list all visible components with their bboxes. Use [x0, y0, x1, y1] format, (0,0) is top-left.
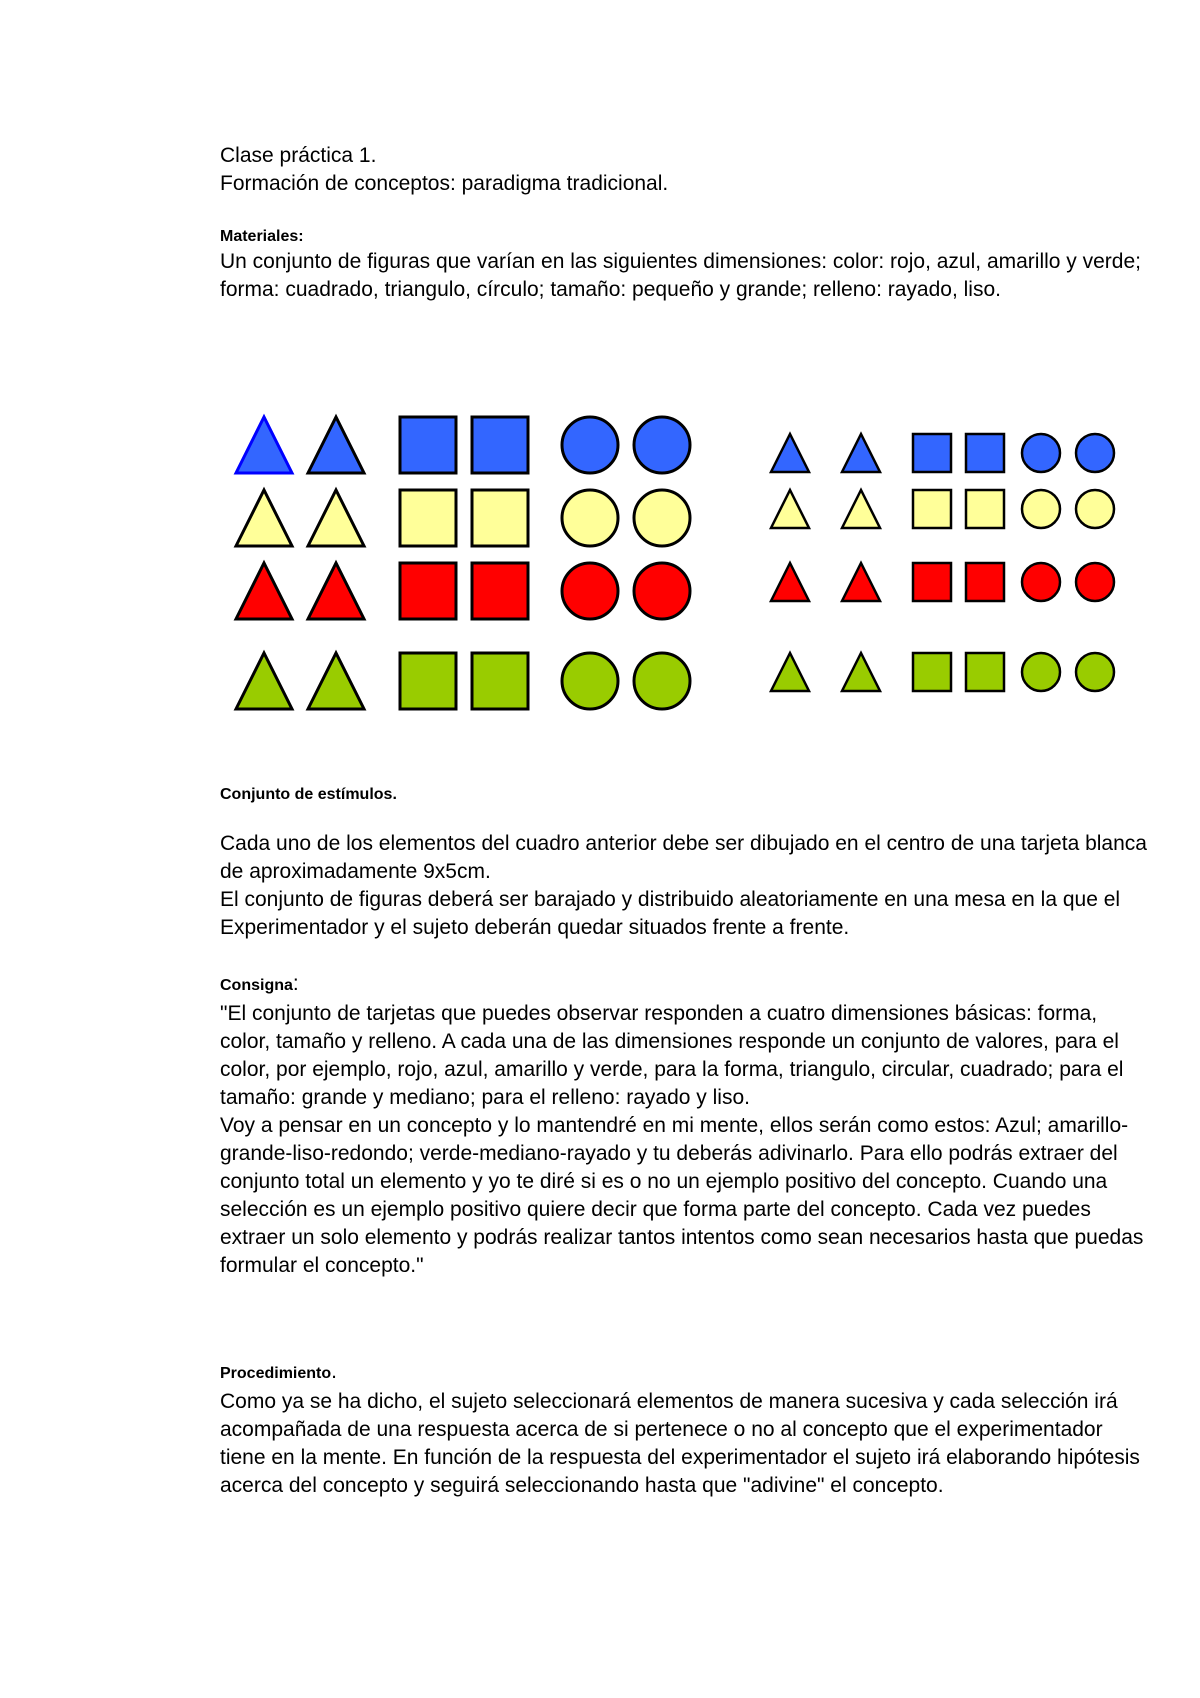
estimulos-paragraph-2: El conjunto de figuras deberá ser barajado y distribuido aleatoriamente en una mesa en la que el Experimentador y el sujeto deberán quedar situados frente a frente. [220, 888, 1121, 939]
large-yellow-circle-1 [562, 490, 618, 546]
materiales-text: Un conjunto de figuras que varían en las siguientes dimensiones: color: rojo, azul, amarillo y verde; forma: cuadrado, triangulo, círculo; tamaño: pequeño y grande; relleno: rayado, liso. [220, 250, 1141, 301]
large-green-circle-2 [634, 653, 690, 709]
small-yellow-triangle-2 [842, 490, 880, 528]
procedimiento-heading: Procedimiento [220, 1365, 332, 1382]
consigna-paragraph-2: Voy a pensar en un concepto y lo mantendré en mi mente, ellos serán como estos: Azul; amarillo-grande-liso-redondo; verde-mediano-rayado y tu deberás adivinarlo. Para ello podrás extraer del conjunto total un elemento y yo te diré si es o no un ejemplo positivo del concepto. Cuando una selección es un ejemplo positivo quiere decir que forma parte del concepto. Cada vez puedes extraer un solo elemento y podrás realizar tantos intentos como sean necesarios hasta que puedas formular el concepto." [220, 1114, 1144, 1277]
large-red-square-2 [472, 563, 528, 619]
small-green-circle-1 [1022, 653, 1060, 691]
large-blue-triangle-1 [236, 417, 292, 473]
estimulos-section [220, 784, 1150, 942]
large-yellow-circle-2 [634, 490, 690, 546]
shapes-figure [0, 0, 1200, 720]
large-blue-circle-2 [634, 417, 690, 473]
document-title: Clase práctica 1. [220, 144, 377, 167]
consigna-heading: Consigna [220, 977, 293, 994]
small-red-circle-2 [1076, 563, 1114, 601]
estimulos-paragraph-1: Cada uno de los elementos del cuadro anterior debe ser dibujado en el centro de una tarjeta blanca de aproximadamente 9x5cm. [220, 832, 1147, 883]
consigna-paragraph-1: "El conjunto de tarjetas que puedes observar responden a cuatro dimensiones básicas: forma, color, tamaño y relleno. A cada una de las dimensiones responde un conjunto de valores, para el color, por ejemplo, rojo, azul, amarillo y verde, para la forma, triangulo, circular, cuadrado; para el tamaño: grande y mediano; para el relleno: rayado y liso. [220, 1002, 1124, 1109]
small-green-triangle-1 [771, 653, 809, 691]
large-green-square-1 [400, 653, 456, 709]
document-subtitle: Formación de conceptos: paradigma tradicional. [220, 172, 669, 195]
small-green-square-2 [966, 653, 1004, 691]
small-green-circle-2 [1076, 653, 1114, 691]
large-red-circle-1 [562, 563, 618, 619]
large-blue-triangle-2 [308, 417, 364, 473]
large-red-circle-2 [634, 563, 690, 619]
procedimiento-dot: . [331, 1360, 337, 1383]
small-blue-circle-2 [1076, 434, 1114, 472]
materiales-heading: Materiales: [220, 228, 304, 245]
large-green-triangle-2 [308, 653, 364, 709]
small-blue-square-2 [966, 434, 1004, 472]
consigna-section [220, 970, 1150, 1280]
small-blue-triangle-2 [842, 434, 880, 472]
large-green-circle-1 [562, 653, 618, 709]
estimulos-heading: Conjunto de estímulos. [220, 786, 397, 803]
title-block [220, 142, 1150, 198]
small-blue-circle-1 [1022, 434, 1060, 472]
small-yellow-square-1 [913, 490, 951, 528]
small-shapes-grid [771, 434, 1114, 691]
materiales-section [220, 226, 1150, 304]
small-red-triangle-2 [842, 563, 880, 601]
consigna-colon: : [292, 972, 299, 995]
large-green-square-2 [472, 653, 528, 709]
small-yellow-square-2 [966, 490, 1004, 528]
small-yellow-circle-1 [1022, 490, 1060, 528]
large-yellow-triangle-1 [236, 490, 292, 546]
small-green-square-1 [913, 653, 951, 691]
large-yellow-triangle-2 [308, 490, 364, 546]
large-blue-square-2 [472, 417, 528, 473]
small-red-triangle-1 [771, 563, 809, 601]
small-yellow-triangle-1 [771, 490, 809, 528]
large-red-triangle-2 [308, 563, 364, 619]
large-red-square-1 [400, 563, 456, 619]
procedimiento-section [220, 1358, 1150, 1500]
procedimiento-text: Como ya se ha dicho, el sujeto seleccionará elementos de manera sucesiva y cada selección irá acompañada de una respuesta acerca de si pertenece o no al concepto que el experimentador tiene en la mente. En función de la respuesta del experimentador el sujeto irá elaborando hipótesis acerca del concepto y seguirá seleccionando hasta que "adivine" el concepto. [220, 1390, 1140, 1497]
large-yellow-square-1 [400, 490, 456, 546]
large-yellow-square-2 [472, 490, 528, 546]
small-blue-square-1 [913, 434, 951, 472]
small-red-square-1 [913, 563, 951, 601]
large-blue-square-1 [400, 417, 456, 473]
small-red-circle-1 [1022, 563, 1060, 601]
large-red-triangle-1 [236, 563, 292, 619]
small-blue-triangle-1 [771, 434, 809, 472]
large-shapes-grid [236, 417, 690, 709]
small-green-triangle-2 [842, 653, 880, 691]
small-yellow-circle-2 [1076, 490, 1114, 528]
small-red-square-2 [966, 563, 1004, 601]
large-blue-circle-1 [562, 417, 618, 473]
large-green-triangle-1 [236, 653, 292, 709]
